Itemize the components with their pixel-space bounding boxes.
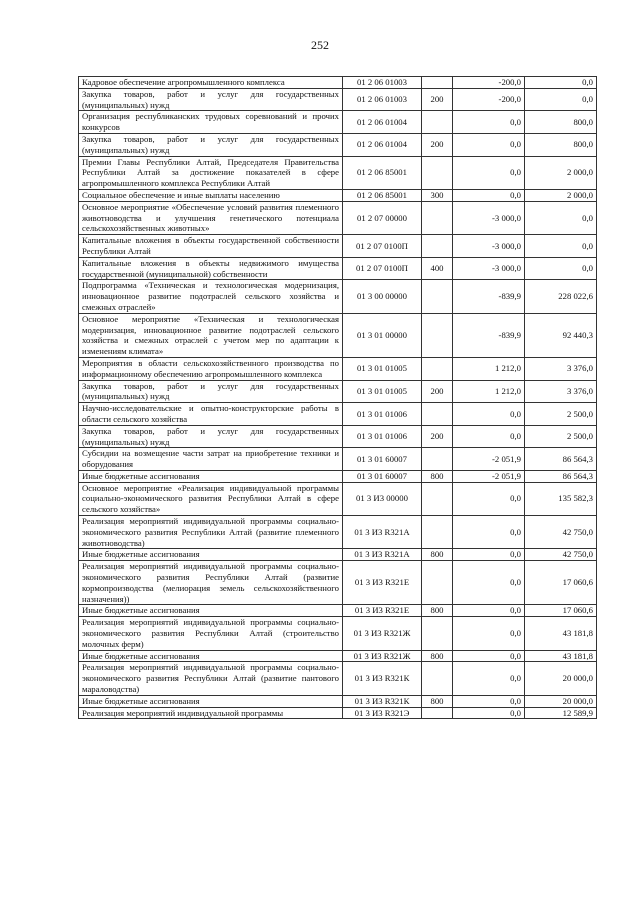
table-row <box>79 561 597 605</box>
row-code: 01 2 06 01004 <box>343 133 422 156</box>
row-value-change: 0,0 <box>453 695 525 707</box>
row-code: 01 3 И3 R321А <box>343 516 422 549</box>
row-value-total: 86 564,3 <box>525 470 597 482</box>
row-name: Подпрограмма «Техническая и технологическая модернизация, инновационное развитие подотраслей сельского хозяйства и смежных отраслей» <box>79 280 343 313</box>
row-code: 01 2 06 85001 <box>343 156 422 189</box>
row-expense-type <box>422 313 453 357</box>
row-expense-type <box>422 516 453 549</box>
row-code: 01 3 01 60007 <box>343 448 422 471</box>
row-value-change: 0,0 <box>453 133 525 156</box>
table-row <box>79 662 597 695</box>
table-row <box>79 133 597 156</box>
row-name: Научно-исследовательские и опытно-конструкторские работы в области сельского хозяйства <box>79 403 343 426</box>
row-expense-type: 800 <box>422 650 453 662</box>
budget-table-body <box>79 77 597 719</box>
table-row <box>79 201 597 234</box>
table-row <box>79 549 597 561</box>
row-name: Субсидии на возмещение части затрат на приобретение техники и оборудования <box>79 448 343 471</box>
row-value-total: 2 000,0 <box>525 156 597 189</box>
row-value-total: 228 022,6 <box>525 280 597 313</box>
row-value-total: 43 181,8 <box>525 617 597 650</box>
table-row <box>79 313 597 357</box>
row-value-change: 0,0 <box>453 482 525 515</box>
row-name: Иные бюджетные ассигнования <box>79 695 343 707</box>
row-expense-type <box>422 111 453 134</box>
table-row <box>79 650 597 662</box>
row-expense-type <box>422 482 453 515</box>
row-code: 01 3 И3 R321А <box>343 549 422 561</box>
row-value-total: 2 500,0 <box>525 425 597 448</box>
row-name: Основное мероприятие «Обеспечение условий развития племенного животноводства и улучшения генетического потенциала сельскохозяйственных животных» <box>79 201 343 234</box>
row-value-change: 0,0 <box>453 561 525 605</box>
row-code: 01 3 И3 R321Ж <box>343 617 422 650</box>
row-expense-type <box>422 662 453 695</box>
row-value-total: 2 500,0 <box>525 403 597 426</box>
row-value-total: 3 376,0 <box>525 380 597 403</box>
table-row <box>79 695 597 707</box>
row-value-change: -3 000,0 <box>453 201 525 234</box>
row-code: 01 2 06 01003 <box>343 88 422 111</box>
row-value-change: 0,0 <box>453 156 525 189</box>
row-code: 01 3 И3 00000 <box>343 482 422 515</box>
row-name: Основное мероприятие «Техническая и технологическая модернизация, инновационное развитие подотраслей сельского хозяйства и смежных отраслей с учетом мер по адаптации к изменениям климата» <box>79 313 343 357</box>
row-expense-type <box>422 448 453 471</box>
row-code: 01 3 И3 R321Э <box>343 707 422 719</box>
table-row <box>79 357 597 380</box>
row-value-change: 0,0 <box>453 111 525 134</box>
row-name: Реализация мероприятий индивидуальной программы социально-экономического развития Республики Алтай (развитие кормопроизводства (мелиорация земель сельскохозяйственного назначения)) <box>79 561 343 605</box>
row-name: Реализация мероприятий индивидуальной программы социально-экономического развития Республики Алтай (развитие пантового мараловодства) <box>79 662 343 695</box>
table-row <box>79 482 597 515</box>
row-value-total: 86 564,3 <box>525 448 597 471</box>
row-expense-type: 400 <box>422 257 453 280</box>
row-value-total: 0,0 <box>525 257 597 280</box>
row-value-change: 0,0 <box>453 516 525 549</box>
row-expense-type: 200 <box>422 425 453 448</box>
row-name: Капитальные вложения в объекты недвижимого имущества государственной (муниципальной) собственности <box>79 257 343 280</box>
row-name: Мероприятия в области сельскохозяйственного производства по информационному обеспечению агропромышленного комплекса <box>79 357 343 380</box>
row-value-change: -839,9 <box>453 280 525 313</box>
row-expense-type <box>422 561 453 605</box>
row-code: 01 2 07 00000 <box>343 201 422 234</box>
row-value-total: 43 181,8 <box>525 650 597 662</box>
row-code: 01 3 И3 R321Е <box>343 605 422 617</box>
row-value-change: -2 051,9 <box>453 470 525 482</box>
row-value-total: 3 376,0 <box>525 357 597 380</box>
row-name: Премии Главы Республики Алтай, Председателя Правительства Республики Алтай за достижение показателей в сфере агропромышленного комплекса Республики Алтай <box>79 156 343 189</box>
table-row <box>79 707 597 719</box>
row-value-change: -3 000,0 <box>453 257 525 280</box>
row-expense-type <box>422 280 453 313</box>
row-name: Кадровое обеспечение агропромышленного комплекса <box>79 77 343 89</box>
row-name: Основное мероприятие «Реализация индивидуальной программы социально-экономического развития Республики Алтай в сфере сельского хозяйства» <box>79 482 343 515</box>
row-name: Иные бюджетные ассигнования <box>79 470 343 482</box>
table-row <box>79 470 597 482</box>
row-value-total: 800,0 <box>525 111 597 134</box>
row-value-total: 800,0 <box>525 133 597 156</box>
row-value-change: -2 051,9 <box>453 448 525 471</box>
row-code: 01 2 07 0100П <box>343 235 422 258</box>
row-value-change: 0,0 <box>453 605 525 617</box>
budget-table <box>78 76 597 719</box>
row-value-change: -3 000,0 <box>453 235 525 258</box>
row-name: Организация республиканских трудовых соревнований и прочих конкурсов <box>79 111 343 134</box>
row-expense-type: 800 <box>422 605 453 617</box>
row-value-total: 17 060,6 <box>525 561 597 605</box>
row-expense-type <box>422 617 453 650</box>
row-name: Закупка товаров, работ и услуг для государственных (муниципальных) нужд <box>79 425 343 448</box>
row-code: 01 3 01 00000 <box>343 313 422 357</box>
row-value-change: -200,0 <box>453 77 525 89</box>
table-row <box>79 605 597 617</box>
table-row <box>79 403 597 426</box>
row-code: 01 2 06 01004 <box>343 111 422 134</box>
row-name: Закупка товаров, работ и услуг для государственных (муниципальных) нужд <box>79 88 343 111</box>
row-value-change: 0,0 <box>453 662 525 695</box>
row-expense-type: 300 <box>422 189 453 201</box>
row-value-total: 0,0 <box>525 88 597 111</box>
table-row <box>79 235 597 258</box>
row-name: Реализация мероприятий индивидуальной программы социально-экономического развития Республики Алтай (развитие племенного животноводства) <box>79 516 343 549</box>
row-name: Капитальные вложения в объекты государственной собственности Республики Алтай <box>79 235 343 258</box>
row-code: 01 2 06 01003 <box>343 77 422 89</box>
row-name: Иные бюджетные ассигнования <box>79 605 343 617</box>
row-value-change: 0,0 <box>453 189 525 201</box>
row-value-change: 1 212,0 <box>453 380 525 403</box>
row-expense-type <box>422 77 453 89</box>
row-code: 01 3 01 01006 <box>343 403 422 426</box>
row-value-change: 0,0 <box>453 617 525 650</box>
table-row <box>79 280 597 313</box>
table-row <box>79 617 597 650</box>
row-code: 01 3 01 01005 <box>343 357 422 380</box>
table-row <box>79 448 597 471</box>
table-row <box>79 189 597 201</box>
row-value-total: 42 750,0 <box>525 516 597 549</box>
row-value-total: 20 000,0 <box>525 695 597 707</box>
row-value-total: 12 589,9 <box>525 707 597 719</box>
page-number: 252 <box>311 38 329 52</box>
table-row <box>79 77 597 89</box>
row-value-change: 1 212,0 <box>453 357 525 380</box>
row-code: 01 2 06 85001 <box>343 189 422 201</box>
row-expense-type <box>422 357 453 380</box>
row-code: 01 3 01 01006 <box>343 425 422 448</box>
table-row <box>79 425 597 448</box>
row-value-total: 2 000,0 <box>525 189 597 201</box>
row-name: Иные бюджетные ассигнования <box>79 549 343 561</box>
row-expense-type: 200 <box>422 88 453 111</box>
row-code: 01 2 07 0100П <box>343 257 422 280</box>
row-expense-type <box>422 156 453 189</box>
row-code: 01 3 00 00000 <box>343 280 422 313</box>
row-value-change: -839,9 <box>453 313 525 357</box>
table-row <box>79 156 597 189</box>
row-expense-type: 200 <box>422 133 453 156</box>
row-value-change: 0,0 <box>453 425 525 448</box>
table-row <box>79 516 597 549</box>
row-name: Социальное обеспечение и иные выплаты населению <box>79 189 343 201</box>
row-value-total: 0,0 <box>525 235 597 258</box>
row-code: 01 3 И3 R321К <box>343 695 422 707</box>
row-value-change: -200,0 <box>453 88 525 111</box>
row-code: 01 3 01 60007 <box>343 470 422 482</box>
row-code: 01 3 И3 R321Ж <box>343 650 422 662</box>
row-code: 01 3 И3 R321К <box>343 662 422 695</box>
row-name: Иные бюджетные ассигнования <box>79 650 343 662</box>
row-value-total: 92 440,3 <box>525 313 597 357</box>
row-value-total: 17 060,6 <box>525 605 597 617</box>
row-expense-type <box>422 403 453 426</box>
row-expense-type <box>422 201 453 234</box>
table-row <box>79 111 597 134</box>
row-code: 01 3 01 01005 <box>343 380 422 403</box>
row-value-total: 135 582,3 <box>525 482 597 515</box>
table-row <box>79 88 597 111</box>
row-name: Закупка товаров, работ и услуг для государственных (муниципальных) нужд <box>79 380 343 403</box>
row-expense-type <box>422 235 453 258</box>
row-value-total: 0,0 <box>525 201 597 234</box>
row-value-total: 20 000,0 <box>525 662 597 695</box>
row-code: 01 3 И3 R321Е <box>343 561 422 605</box>
row-value-change: 0,0 <box>453 403 525 426</box>
row-value-total: 42 750,0 <box>525 549 597 561</box>
row-value-change: 0,0 <box>453 650 525 662</box>
row-name: Реализация мероприятий индивидуальной программы <box>79 707 343 719</box>
table-row <box>79 257 597 280</box>
row-expense-type: 800 <box>422 695 453 707</box>
row-expense-type <box>422 707 453 719</box>
row-name: Закупка товаров, работ и услуг для государственных (муниципальных) нужд <box>79 133 343 156</box>
row-expense-type: 800 <box>422 470 453 482</box>
table-row <box>79 380 597 403</box>
row-expense-type: 800 <box>422 549 453 561</box>
row-value-change: 0,0 <box>453 549 525 561</box>
row-value-total: 0,0 <box>525 77 597 89</box>
row-name: Реализация мероприятий индивидуальной программы социально-экономического развития Республики Алтай (строительство молочных ферм) <box>79 617 343 650</box>
row-expense-type: 200 <box>422 380 453 403</box>
row-value-change: 0,0 <box>453 707 525 719</box>
